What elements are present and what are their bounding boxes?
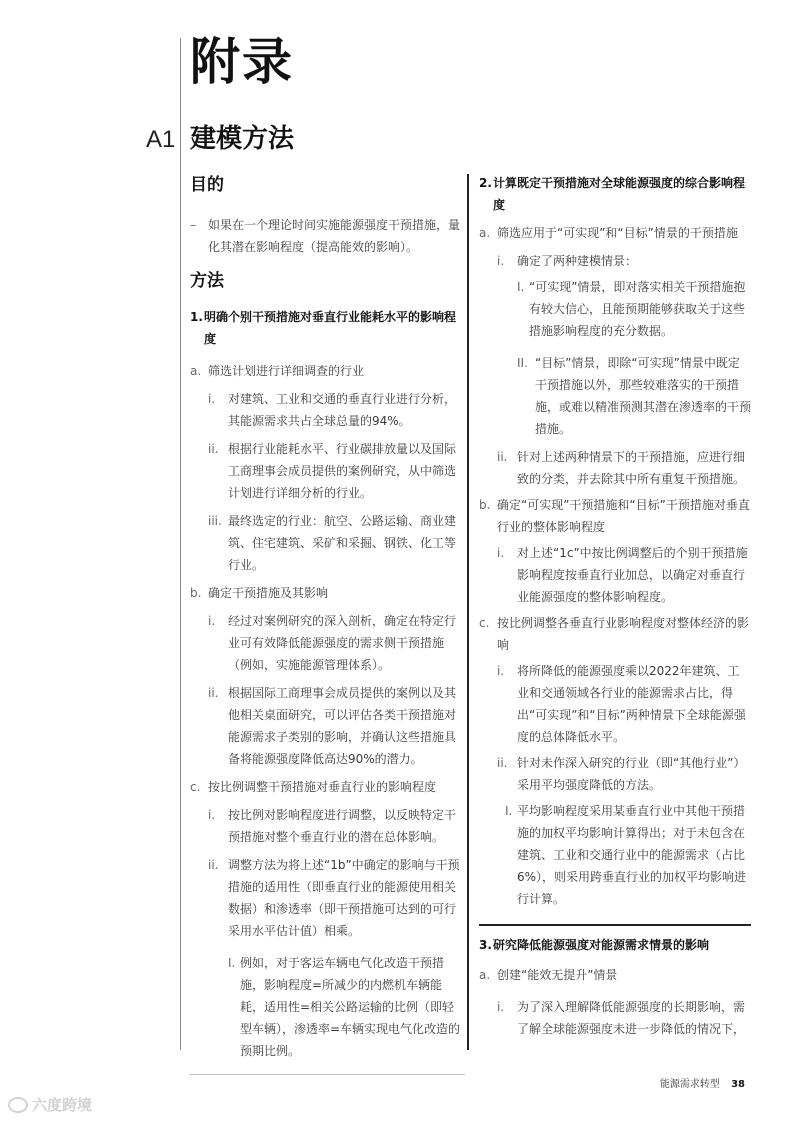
list-item <box>479 352 751 440</box>
watermark-text: 六度跨境 <box>32 1096 93 1114</box>
list-text: 确定干预措施及其影响 <box>208 586 329 600</box>
list-marker: c. <box>479 616 490 630</box>
list-text: 确定“可实现”干预措施和“目标”干预措施对垂直行业的整体影响程度 <box>497 498 750 534</box>
list-marker: ii. <box>208 858 219 872</box>
list-item <box>479 612 751 656</box>
list-item <box>190 438 465 504</box>
list-marker: II. <box>517 356 528 370</box>
step-1-heading <box>190 306 465 350</box>
list-item <box>479 250 751 272</box>
list-item <box>190 804 465 848</box>
step-3-heading <box>479 934 751 956</box>
list-marker: b. <box>190 586 202 600</box>
list-text: 针对未作深入研究的行业（即“其他行业”）采用平均强度降低的方法。 <box>517 756 746 792</box>
purpose-item <box>190 214 465 258</box>
list-marker: i. <box>208 392 216 406</box>
list-marker: i. <box>497 254 505 268</box>
step-number: 3. <box>479 938 492 952</box>
list-marker: i. <box>497 664 505 678</box>
page-footer <box>660 1075 745 1090</box>
list-marker: i. <box>497 1000 505 1014</box>
list-item <box>479 222 751 244</box>
list-text: 按比例调整干预措施对垂直行业的影响程度 <box>208 780 437 794</box>
column-divider <box>467 174 469 1050</box>
list-text: 将所降低的能源强度乘以2022年建筑、工业和交通领域各行业的能源需求占比，得出“可实现”和“目标”两种情景下全球能源强度的总体降低水平。 <box>517 664 746 744</box>
list-item <box>190 682 465 770</box>
list-text: 筛选应用于“可实现”和“目标”情景的干预措施 <box>497 226 738 240</box>
step-2-heading <box>479 172 751 216</box>
list-item <box>190 952 465 1062</box>
list-item <box>479 446 751 490</box>
list-item <box>479 276 751 342</box>
list-marker: a. <box>190 364 202 378</box>
step-number: 2. <box>479 176 492 190</box>
list-text: 经过对案例研究的深入剖析，确定在特定行业可有效降低能源强度的需求侧干预措施（例如，实施能源管理体系）。 <box>228 614 457 672</box>
list-item <box>479 996 751 1040</box>
list-item <box>190 360 465 382</box>
vertical-divider <box>180 38 181 1050</box>
column-end-rule <box>190 1074 465 1075</box>
list-marker: iii. <box>208 514 222 528</box>
list-marker: i. <box>208 614 216 628</box>
list-item <box>479 800 751 910</box>
list-text: 例如，对于客运车辆电气化改造干预措施，影响程度=所减少的内燃机车辆能耗，适用性=相关公路运输的比例（即轻型车辆），渗透率=车辆实现电气化改造的预期比例。 <box>240 956 461 1058</box>
list-item <box>190 776 465 798</box>
list-marker: i. <box>208 808 216 822</box>
list-marker: ii. <box>497 756 508 770</box>
list-text: 针对上述两种情景下的干预措施，应进行细致的分类，并去除其中所有重复干预措施。 <box>517 450 746 486</box>
step-title: 明确个别干预措施对垂直行业能耗水平的影响程度 <box>204 310 457 346</box>
list-text: 根据行业能耗水平、行业碳排放量以及国际工商理事会成员提供的案例研究，从中筛选计划进行详细分析的行业。 <box>228 442 457 500</box>
list-item <box>479 542 751 608</box>
watermark-logo-icon <box>8 1097 28 1113</box>
step-title: 计算既定干预措施对全球能源强度的综合影响程度 <box>493 176 746 212</box>
list-item <box>479 964 751 986</box>
list-marker: c. <box>190 780 201 794</box>
list-marker: a. <box>479 968 491 982</box>
page-title: 附录 <box>190 33 294 91</box>
list-text: 对上述“1c”中按比例调整后的个别干预措施影响程度按垂直行业加总，以确定对垂直行业能源强度的整体影响程度。 <box>517 546 748 604</box>
right-column <box>479 172 751 1040</box>
list-item <box>479 752 751 796</box>
section-title: 建模方法 <box>190 124 295 154</box>
list-marker: a. <box>479 226 491 240</box>
list-text: “可实现”情景，即对落实相关干预措施抱有较大信心，且能预期能够获取关于这些措施影响程度的充分数据。 <box>529 280 746 338</box>
section-number: A1 <box>146 126 176 153</box>
list-marker: ii. <box>497 450 508 464</box>
list-marker: b. <box>479 498 491 512</box>
list-text: 对建筑、工业和交通的垂直行业进行分析，其能源需求共占全球总量的94%。 <box>228 392 457 428</box>
purpose-heading: 目的 <box>190 175 224 195</box>
list-text: 创建“能效无提升”情景 <box>497 968 618 982</box>
list-text: “目标”情景，即除“可实现”情景中既定干预措施以外，那些较难落实的干预措施，或难以精准预测其潜在渗透率的干预措施。 <box>535 356 752 436</box>
list-text: 筛选计划进行详细调查的行业 <box>208 364 365 378</box>
list-text: 根据国际工商理事会成员提供的案例以及其他相关桌面研究，可以评估各类干预措施对能源需求子类别的影响，并确认这些措施具备将能源强度降低高达90%的潜力。 <box>228 686 457 766</box>
list-item <box>479 660 751 748</box>
dash-marker: – <box>190 218 196 232</box>
list-text: 为了深入理解降低能源强度的长期影响，需了解全球能源强度未进一步降低的情况下， <box>517 1000 746 1036</box>
purpose-text: 如果在一个理论时间实施能源强度干预措施，量化其潜在影响程度（提高能效的影响）。 <box>208 218 461 254</box>
step-number: 1. <box>190 310 203 324</box>
list-item <box>190 854 465 942</box>
list-marker: i. <box>497 546 505 560</box>
page-number: 38 <box>731 1079 745 1090</box>
list-marker: I. <box>228 956 236 970</box>
list-item <box>190 510 465 576</box>
method-heading: 方法 <box>190 271 224 291</box>
step-title: 研究降低能源强度对能源需求情景的影响 <box>493 938 710 952</box>
list-item <box>190 582 465 604</box>
list-marker: ii. <box>208 442 219 456</box>
list-text: 平均影响程度采用某垂直行业中其他干预措施的加权平均影响计算得出；对于未包含在建筑、工业和交通行业中的能源需求（占比6%），则采用跨垂直行业的加权平均影响进行计算。 <box>517 804 747 906</box>
left-column <box>190 172 465 1075</box>
list-marker: ii. <box>208 686 219 700</box>
list-item <box>190 388 465 432</box>
list-text: 调整方法为将上述“1b”中确定的影响与干预措施的适用性（即垂直行业的能源使用相关数据）和渗透率（即干预措施可达到的可行采用水平估计值）相乘。 <box>228 858 460 938</box>
watermark <box>8 1094 92 1115</box>
list-marker: I. <box>505 804 513 818</box>
list-text: 最终选定的行业：航空、公路运输、商业建筑、住宅建筑、采矿和采掘、钢铁、化工等行业。 <box>228 514 457 572</box>
list-text: 确定了两种建模情景： <box>517 254 638 268</box>
footer-title: 能源需求转型 <box>659 1079 720 1090</box>
list-text: 按比例对影响程度进行调整，以反映特定干预措施对整个垂直行业的潜在总体影响。 <box>228 808 457 844</box>
list-marker: I. <box>517 280 525 294</box>
list-text: 按比例调整各垂直行业影响程度对整体经济的影响 <box>497 616 750 652</box>
list-item <box>190 610 465 676</box>
section-rule <box>479 924 751 926</box>
list-item <box>479 494 751 538</box>
